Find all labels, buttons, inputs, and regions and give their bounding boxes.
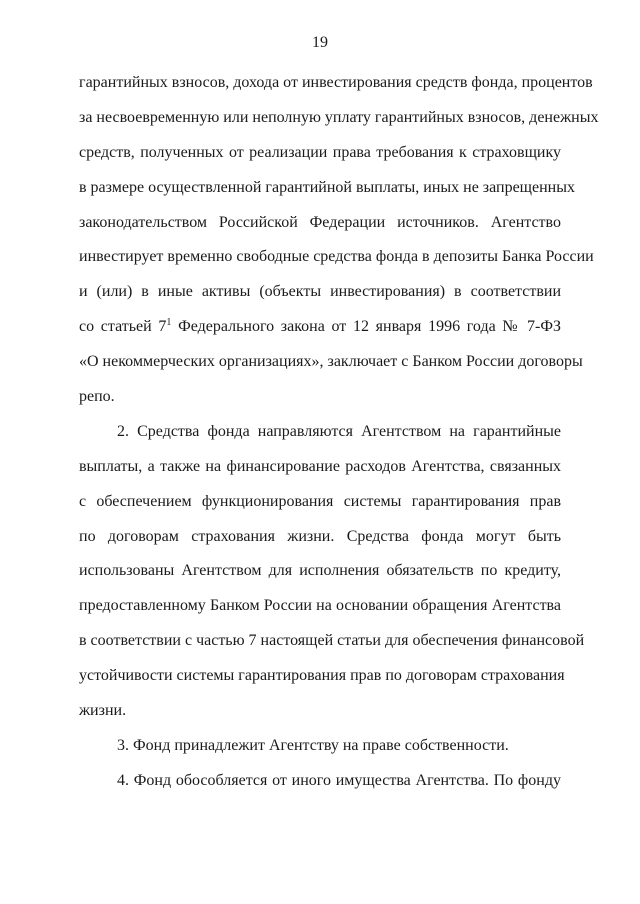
document-body bbox=[79, 66, 599, 799]
text-line: с обеспечением функционирования системы гарантирования прав bbox=[79, 492, 561, 510]
paragraph-start-line: 4. Фонд обособляется от иного имущества Агентства. По фонду bbox=[117, 771, 561, 789]
text-line: в размере осуществленной гарантийной выплаты, иных не запрещенных bbox=[79, 178, 575, 196]
paragraph-start-line: 2. Средства фонда направляются Агентством на гарантийные bbox=[117, 422, 561, 440]
text-line-part: Федерального закона от 12 января 1996 года № 7-ФЗ bbox=[171, 318, 562, 336]
text-line: использованы Агентством для исполнения обязательств по кредиту, bbox=[79, 562, 561, 580]
text-line: гарантийных взносов, дохода от инвестирования средств фонда, процентов bbox=[79, 74, 593, 91]
text-line: по договорам страхования жизни. Средства фонда могут быть bbox=[79, 527, 561, 545]
text-line: выплаты, а также на финансирование расходов Агентства, связанных bbox=[79, 457, 561, 475]
text-line-part: со статьей 7 bbox=[79, 318, 167, 336]
text-line: законодательством Российской Федерации источников. Агентство bbox=[79, 213, 561, 231]
text-line: устойчивости системы гарантирования прав по договорам страхования bbox=[79, 667, 565, 685]
text-line: за несвоевременную или неполную уплату гарантийных взносов, денежных bbox=[79, 108, 599, 126]
text-line: «О некоммерческих организациях», заключает с Банком России договоры bbox=[79, 353, 583, 371]
superscript: 1 bbox=[166, 317, 172, 329]
text-line: предоставленному Банком России на основании обращения Агентства bbox=[79, 597, 561, 615]
page-number: 19 bbox=[312, 34, 328, 51]
text-line: жизни. bbox=[79, 702, 127, 720]
text-line bbox=[79, 310, 561, 345]
paragraph-start-line: 3. Фонд принадлежит Агентству на праве собственности. bbox=[117, 736, 509, 754]
text-line: инвестирует временно свободные средства фонда в депозиты Банка России bbox=[79, 248, 594, 266]
text-line: и (или) в иные активы (объекты инвестирования) в соответствии bbox=[79, 283, 561, 301]
text-line: в соответствии с частью 7 настоящей статьи для обеспечения финансовой bbox=[79, 632, 585, 650]
text-line: репо. bbox=[79, 388, 115, 406]
text-line: средств, полученных от реализации права требования к страховщику bbox=[79, 143, 561, 161]
